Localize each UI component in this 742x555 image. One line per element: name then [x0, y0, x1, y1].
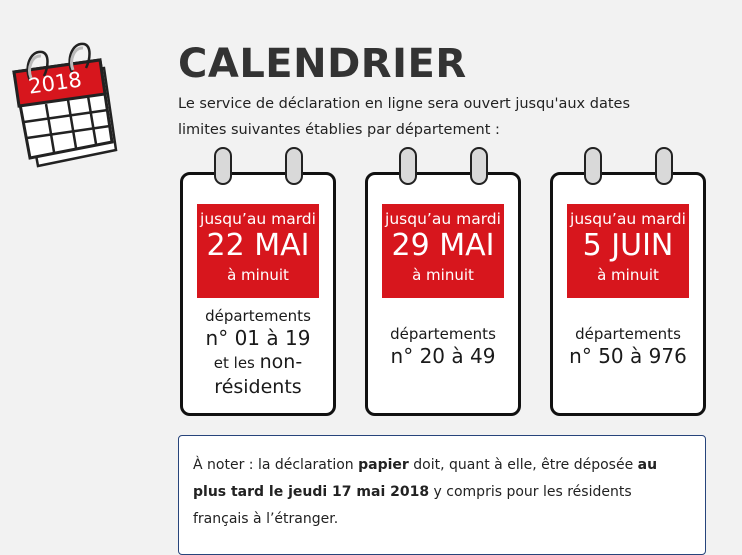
- calendar-logo: [8, 38, 126, 170]
- calendar-ring-icon: [470, 147, 488, 185]
- deadline-time: à minuit: [412, 266, 474, 284]
- departments-range: n° 01 à 19: [205, 326, 311, 350]
- page-title: CALENDRIER: [178, 41, 467, 87]
- departments-block: [373, 325, 513, 368]
- logo-year: 2018: [26, 67, 84, 99]
- notice-text-3: y compris pour les résidents français à l’étranger.: [193, 484, 632, 527]
- deadline-card-3: [550, 147, 710, 419]
- intro-text: Le service de déclaration en ligne sera ouvert jusqu'aux dates limites suivantes établies par département :: [178, 96, 630, 138]
- deadline-card-1: [180, 147, 340, 419]
- departments-label: départements: [205, 307, 311, 325]
- departments-label: départements: [575, 325, 681, 343]
- notice-box: [178, 435, 706, 555]
- deadline-date: 22 MAI: [206, 228, 310, 263]
- deadline-date-block: [197, 204, 319, 298]
- deadline-prefix: jusqu’au mardi: [385, 210, 501, 228]
- deadline-time: à minuit: [597, 266, 659, 284]
- calendar-ring-icon: [584, 147, 602, 185]
- departments-range: n° 20 à 49: [390, 344, 496, 368]
- page-header: [178, 40, 718, 143]
- calendar-ring-icon: [399, 147, 417, 185]
- departments-block: [558, 325, 698, 368]
- departments-label: départements: [390, 325, 496, 343]
- deadline-date: 5 JUIN: [582, 228, 674, 263]
- non-residents-note: [188, 350, 328, 399]
- notice-text-1: À noter : la déclaration: [193, 457, 359, 473]
- deadline-date: 29 MAI: [391, 228, 495, 263]
- calendar-ring-icon: [285, 147, 303, 185]
- calendar-ring-icon: [214, 147, 232, 185]
- non-residents-label: non-résidents: [214, 351, 303, 398]
- departments-range: n° 50 à 976: [569, 344, 687, 368]
- deadline-prefix: jusqu’au mardi: [200, 210, 316, 228]
- calendar-ring-icon: [655, 147, 673, 185]
- departments-block: [188, 307, 328, 399]
- deadline-date-block: [382, 204, 504, 298]
- notice-text-2: doit, quant à elle, être déposée: [408, 457, 638, 473]
- notice-bold-2: au plus tard le jeudi 17 mai 2018: [193, 457, 658, 500]
- deadline-time: à minuit: [227, 266, 289, 284]
- deadline-prefix: jusqu’au mardi: [570, 210, 686, 228]
- deadline-date-block: [567, 204, 689, 298]
- notice-bold-1: papier: [358, 457, 409, 473]
- calendar-icon: [8, 38, 126, 170]
- non-residents-prefix: et les: [213, 354, 260, 372]
- deadline-card-2: [365, 147, 525, 419]
